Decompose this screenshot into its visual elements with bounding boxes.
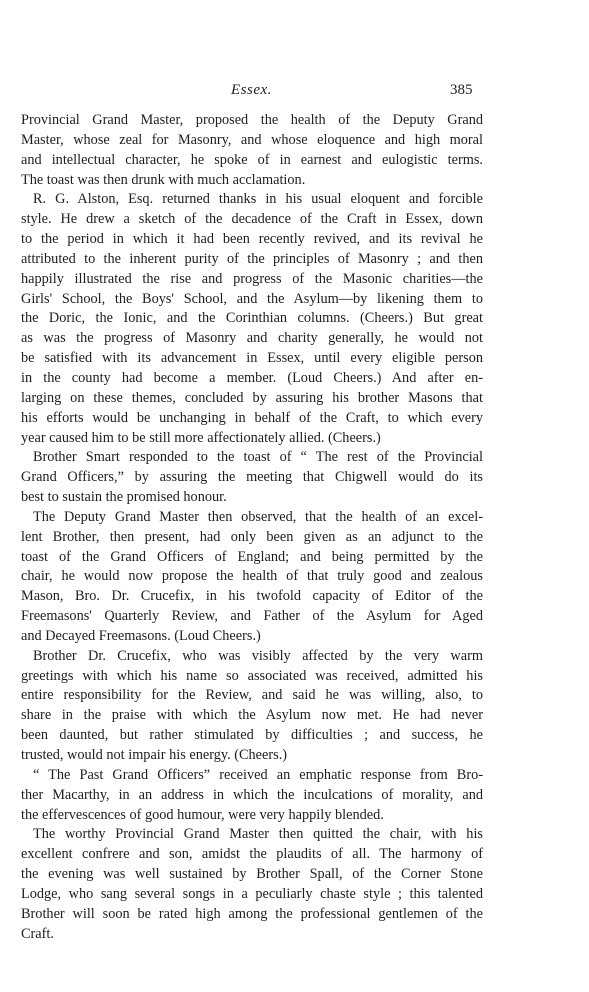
text-line: been daunted, but rather stimulated by difficulties ; and success, he [21,727,483,744]
text-line: happily illustrated the rise and progress of the Masonic charities—the [21,270,483,287]
text-line: Grand Officers,” by assuring the meeting that Chigwell would do its [21,469,483,486]
text-line: entire responsibility for the Review, and said he was willing, also, to [21,687,483,704]
text-line: and Decayed Freemasons. (Loud Cheers.) [21,627,261,644]
text-line: The Deputy Grand Master then observed, that the health of an excel- [33,508,483,525]
text-line: Master, whose zeal for Masonry, and whose eloquence and high moral [21,131,483,148]
text-line: chair, he would now propose the health of that truly good and zealous [21,568,483,585]
text-line: Girls' School, the Boys' School, and the Asylum—by likening them to [21,290,483,307]
text-line: lent Brother, then present, had only been given as an adjunct to the [21,528,483,545]
text-line: “ The Past Grand Officers” received an emphatic response from Bro- [33,766,483,783]
text-line: Mason, Bro. Dr. Crucefix, in his twofold capacity of Editor of the [21,588,483,605]
text-line: R. G. Alston, Esq. returned thanks in his usual eloquent and forcible [33,191,483,208]
text-line: excellent confrere and son, amidst the plaudits of all. The harmony of [21,846,483,863]
text-line: in the county had become a member. (Loud Cheers.) And after en- [21,369,483,386]
text-line: Brother Smart responded to the toast of “ The rest of the Provincial [33,449,483,466]
text-line: Brother will soon be rated high among the professional gentlemen of the [21,905,483,922]
text-line: his efforts would be unchanging in behalf of the Craft, to which every [21,409,483,426]
text-line: toast of the Grand Officers of England; and being permitted by the [21,548,483,565]
body-text [21,111,483,944]
text-line: as was the progress of Masonry and charity generally, he would not [21,330,483,347]
text-line: The toast was then drunk with much acclamation. [21,171,306,188]
text-line: Craft. [21,925,54,942]
text-line: style. He drew a sketch of the decadence of the Craft in Essex, down [21,211,483,228]
text-line: Provincial Grand Master, proposed the health of the Deputy Grand [21,112,483,128]
page-number: 385 [450,82,473,98]
text-line: the Doric, the Ionic, and the Corinthian columns. (Cheers.) But great [21,310,483,327]
text-line: to the period in which it had been recently revived, and its revival he [21,231,483,248]
text-line: Brother Dr. Crucefix, who was visibly affected by the very warm [33,647,483,664]
text-line: the effervescences of good humour, were very happily blended. [21,806,384,823]
text-line: larging on these themes, concluded by assuring his brother Masons that [21,389,483,406]
text-line: greetings with which his name so associated was received, admitted his [21,667,483,684]
text-line: share in the praise with which the Asylum now met. He had never [21,707,483,724]
running-head [0,82,589,104]
text-line: year caused him to be still more affectionately allied. (Cheers.) [21,429,381,446]
text-line: and intellectual character, he spoke of in earnest and eulogistic terms. [21,151,483,168]
text-line: Lodge, who sang several songs in a peculiarly chaste style ; this talented [21,885,483,902]
text-line: be satisfied with its advancement in Essex, until every eligible person [21,350,483,367]
text-line: Freemasons' Quarterly Review, and Father of the Asylum for Aged [21,608,483,625]
running-title: Essex. [231,82,272,98]
text-line: best to sustain the promised honour. [21,489,227,506]
text-line: the evening was well sustained by Brother Spall, of the Corner Stone [21,866,483,883]
text-line: ther Macarthy, in an address in which the inculcations of morality, and [21,786,483,803]
text-line: trusted, would not impair his energy. (Cheers.) [21,747,288,763]
text-line: The worthy Provincial Grand Master then quitted the chair, with his [33,826,483,843]
text-line: attributed to the inherent purity of the principles of Masonry ; and then [21,250,483,267]
